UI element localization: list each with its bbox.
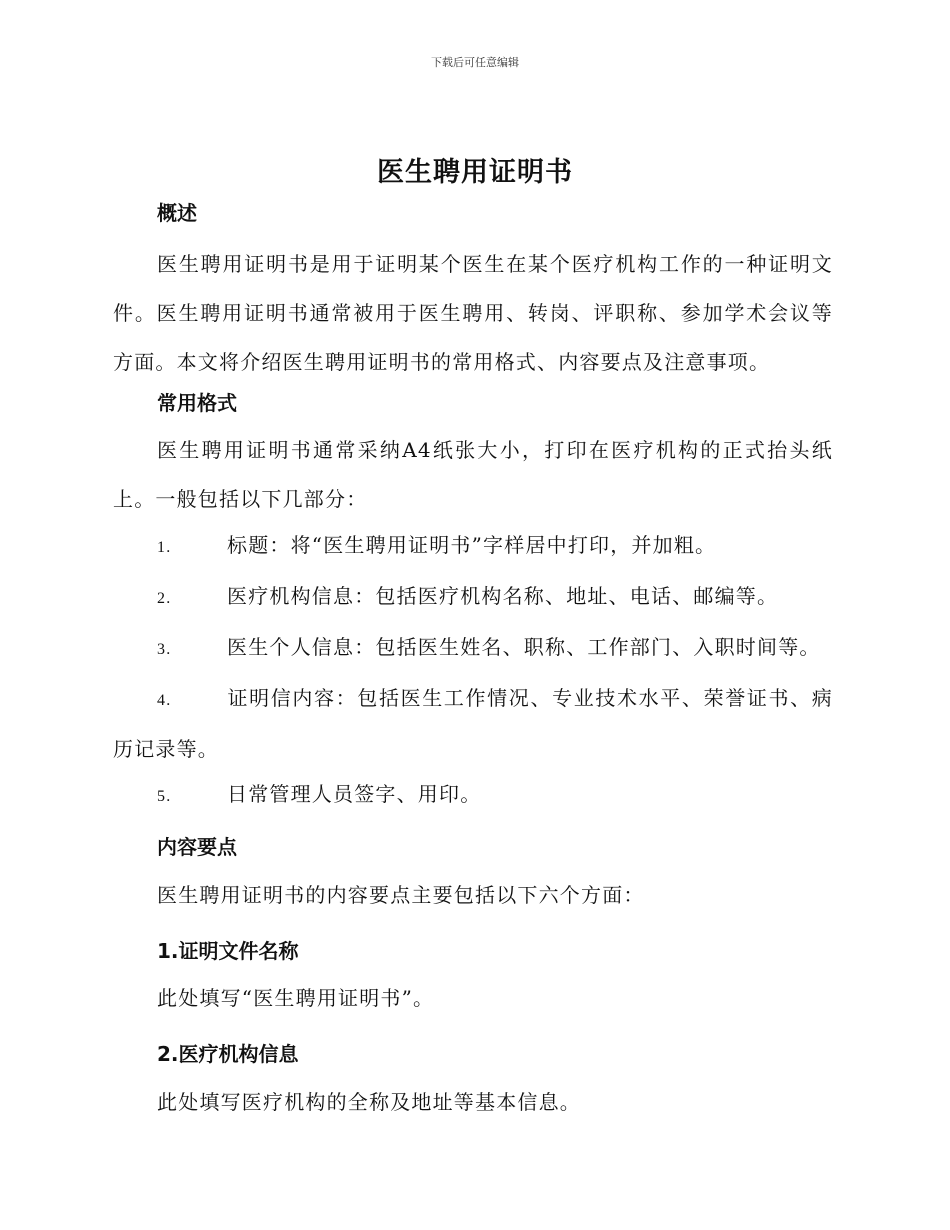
list-item	[113, 770, 833, 821]
sub-heading-1: 1.证明文件名称	[157, 939, 299, 963]
list-text: 日常管理人员签字、用印。	[227, 782, 482, 806]
overview-heading: 概述	[157, 201, 197, 225]
content-heading: 内容要点	[157, 835, 237, 859]
sub-paragraph-1: 此处填写“医生聘用证明书”。	[157, 986, 435, 1010]
format-paragraph: 医生聘用证明书通常采纳A4纸张大小，打印在医疗机构的正式抬头纸上。一般包括以下几部分：	[113, 438, 833, 511]
content-paragraph: 医生聘用证明书的内容要点主要包括以下六个方面：	[157, 883, 645, 907]
list-text: 医生个人信息：包括医生姓名、职称、工作部门、入职时间等。	[227, 635, 821, 659]
list-number: 3.	[157, 641, 172, 658]
list-item	[113, 674, 833, 774]
document-title: 医生聘用证明书	[377, 157, 573, 188]
list-number: 1.	[157, 539, 172, 556]
overview-paragraph: 医生聘用证明书是用于证明某个医生在某个医疗机构工作的一种证明文件。医生聘用证明书通常被用于医生聘用、转岗、评职称、参加学术会议等方面。本文将介绍医生聘用证明书的常用格式、内容要点及注意事项。	[113, 252, 833, 374]
list-item	[113, 572, 833, 623]
list-text: 标题：将“医生聘用证明书”字样居中打印，并加粗。	[227, 533, 717, 557]
header-note: 下载后可任意编辑	[431, 56, 519, 69]
list-item	[113, 623, 833, 674]
list-text: 证明信内容：包括医生工作情况、专业技术水平、荣誉证书、病历记录等。	[113, 686, 833, 761]
list-number: 4.	[157, 692, 172, 709]
sub-paragraph-2: 此处填写医疗机构的全称及地址等基本信息。	[157, 1090, 581, 1114]
list-text: 医疗机构信息：包括医疗机构名称、地址、电话、邮编等。	[227, 584, 779, 608]
sub-heading-2: 2.医疗机构信息	[157, 1042, 299, 1066]
list-number: 5.	[157, 788, 172, 805]
list-number: 2.	[157, 590, 172, 607]
format-heading: 常用格式	[157, 391, 237, 415]
list-item	[113, 521, 833, 572]
